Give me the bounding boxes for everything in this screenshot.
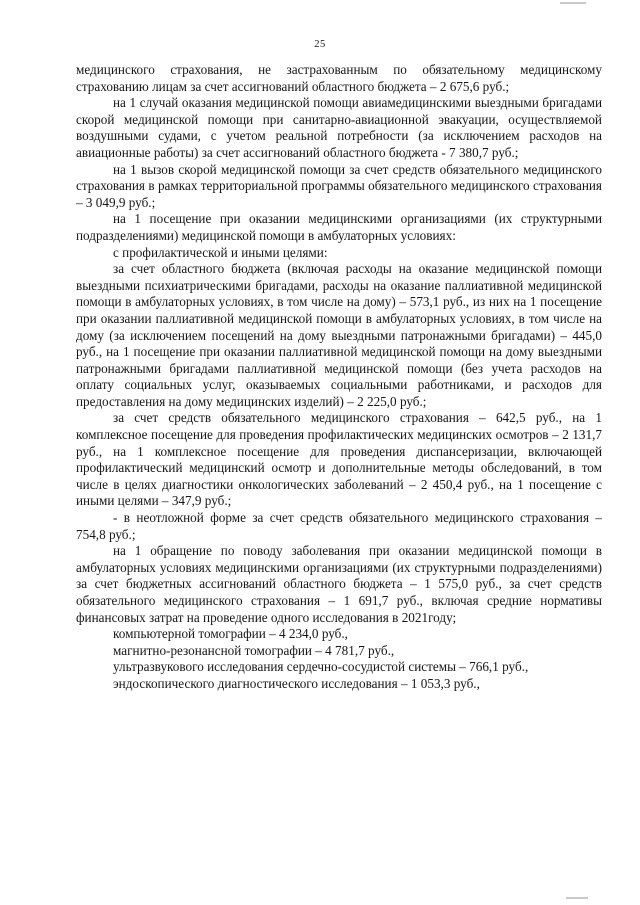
scan-artifact-top <box>560 2 586 4</box>
paragraph-continuation: медицинского страхования, не застрахованным по обязательному медицинскому страхованию лицам за счет ассигнований областного бюджета – 2 675,6 руб.; <box>76 62 602 94</box>
paragraph-disease-appeal: на 1 обращение по поводу заболевания при оказании медицинской помощи в амбулаторных условиях медицинскими организациями (их структурными подразделениями) за счет бюджетных ассигнований областного бюджета – 1 575,0 руб., за счет средств обязательного медицинского страхования – 1 691,7 руб., включая средние нормативы финансовых затрат на проведение одного исследования в 2021году; <box>76 543 602 625</box>
paragraph-emergency-form: - в неотложной форме за счет средств обязательного медицинского страхования – 754,8 руб.; <box>76 510 602 542</box>
examination-cost-list <box>76 626 602 692</box>
paragraph-air-ambulance: на 1 случай оказания медицинской помощи авиамедицинскими выездными бригадами скорой медицинской помощи при санитарно-авиационной эвакуации, осуществляемой воздушными судами, с учетом реальной потребности (за исключением расходов на авиационные работы) за счет ассигнований областного бюджета - 7 380,7 руб.; <box>76 95 602 160</box>
scan-artifact-bottom <box>566 897 588 899</box>
list-item: эндоскопического диагностического исследования – 1 053,3 руб., <box>113 675 480 691</box>
list-item: ультразвукового исследования сердечно-сосудистой системы – 766,1 руб., <box>113 659 529 675</box>
list-item: магнитно-резонансной томографии – 4 781,7 руб., <box>113 642 395 658</box>
paragraph-oms-funds: за счет средств обязательного медицинского страхования – 642,5 руб., на 1 комплексное посещение для проведения профилактических медицинских осмотров – 2 131,7 руб., на 1 комплексное посещение для проведения диспансеризации, включающей профилактический медицинский осмотр и дополнительные методы обследований, в том числе в целях диагностики онкологических заболеваний – 2 450,4 руб., на 1 посещение с иными целями – 347,9 руб.; <box>76 410 602 509</box>
list-item: компьютерной томографии – 4 234,0 руб., <box>113 626 348 642</box>
paragraph-regional-budget: за счет областного бюджета (включая расходы на оказание медицинской помощи выездными психиатрическими бригадами, расходы на оказание паллиативной медицинской помощи в амбулаторных условиях, в том числе на дому) – 573,1 руб., из них на 1 посещение при оказании паллиативной медицинской помощи в амбулаторных условиях, в том числе на дому (за исключением посещений на дому выездными патронажными бригадами) – 445,0 руб., на 1 посещение при оказании паллиативной медицинской помощи на дому выездными патронажными бригадами паллиативной медицинской помощи (без учета расходов на оплату социальных услуг, оказываемых социальными работниками, и расходов для предоставления на дому медицинских изделий) – 2 225,0 руб.; <box>76 261 602 409</box>
page-number: 25 <box>314 39 326 50</box>
document-body <box>76 62 602 693</box>
paragraph-ambulance-call: на 1 вызов скорой медицинской помощи за счет средств обязательного медицинского страхования в рамках территориальной программы обязательного медицинского страхования – 3 049,9 руб.; <box>76 161 602 210</box>
paragraph-outpatient-visit: на 1 посещение при оказании медицинскими организациями (их структурными подразделениями) медицинской помощи в амбулаторных условиях: <box>76 211 602 243</box>
paragraph-preventive: с профилактической и иными целями: <box>113 244 328 260</box>
